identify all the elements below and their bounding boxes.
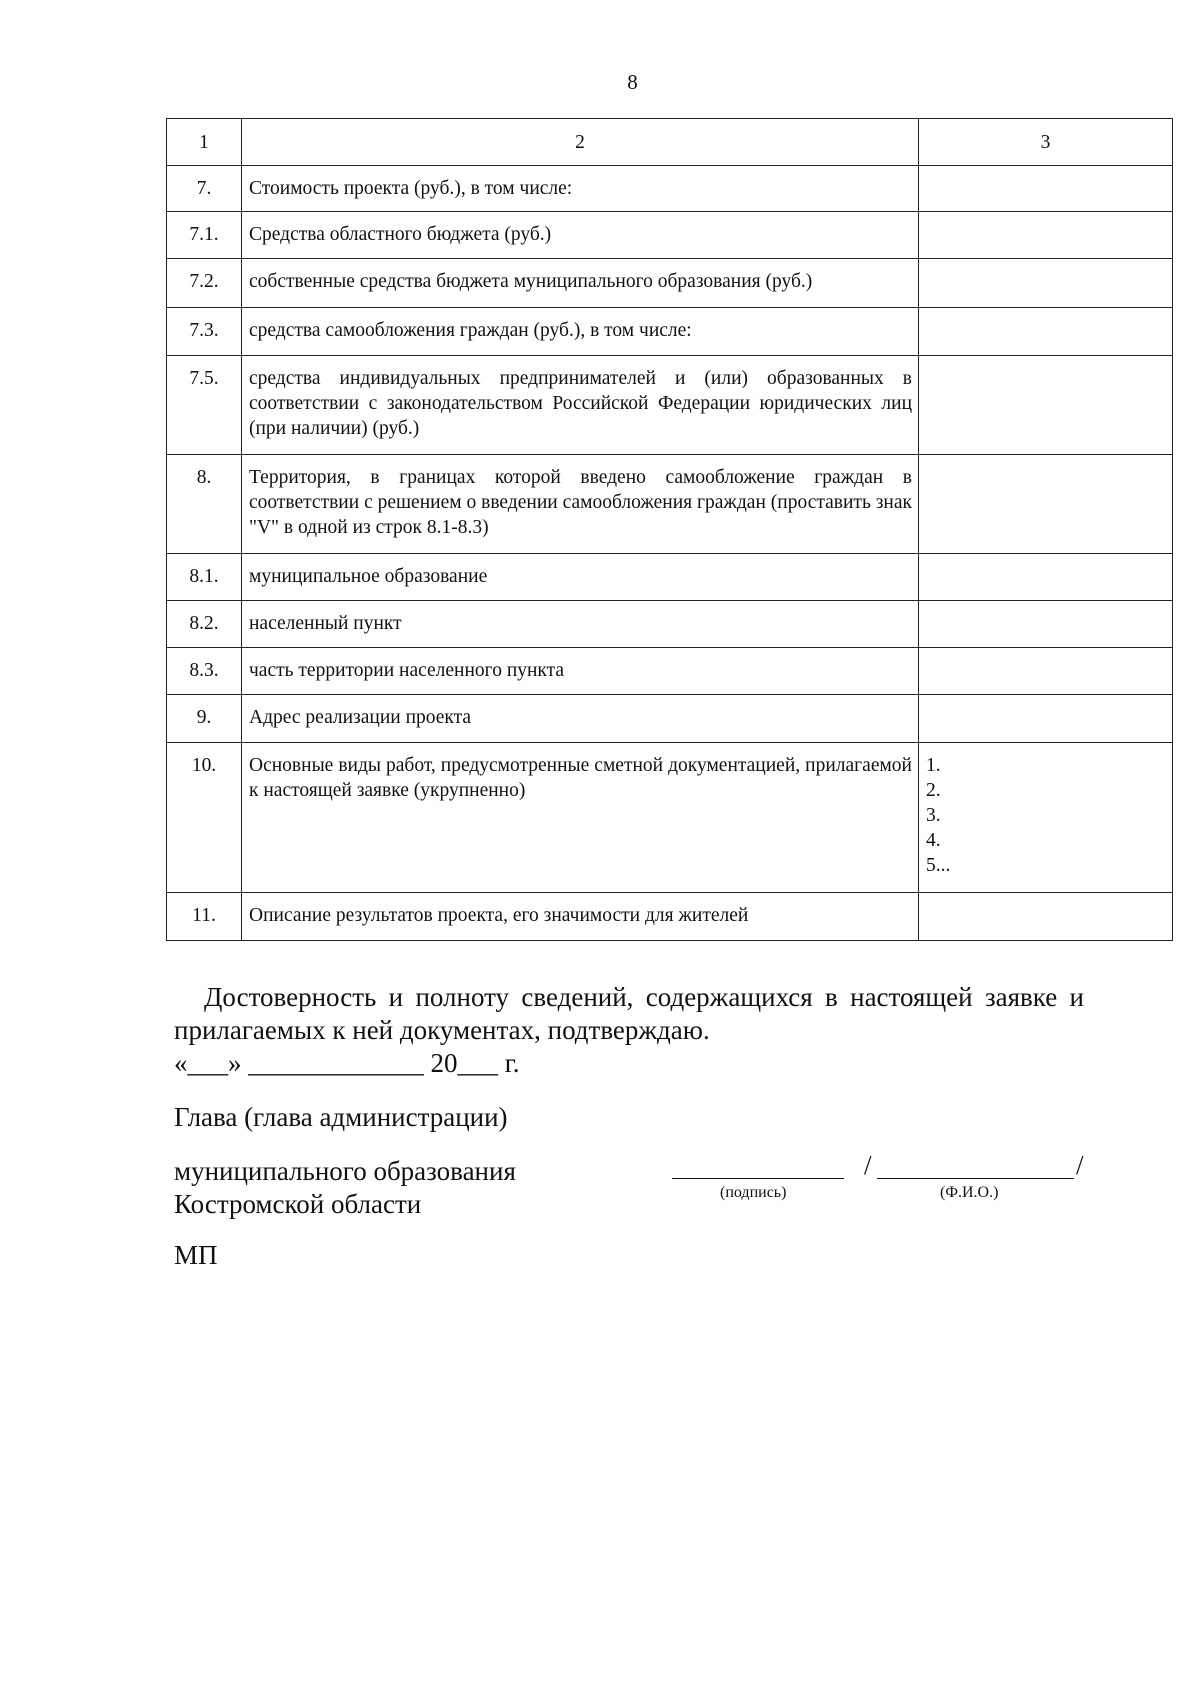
name-line xyxy=(877,1178,1074,1179)
row-value xyxy=(919,695,1173,743)
row-description: Описание результатов проекта, его значимости для жителей xyxy=(242,893,919,941)
row-description: средства индивидуальных предпринимателей и (или) образованных в соответствии с законодательством Российской Федерации юридических лиц (при наличии) (руб.) xyxy=(242,356,919,455)
page-number: 8 xyxy=(627,70,638,94)
row-description: средства самообложения граждан (руб.), в том числе: xyxy=(242,308,919,356)
table-row xyxy=(167,212,1173,259)
row-description: Средства областного бюджета (руб.) xyxy=(242,212,919,259)
row-value xyxy=(919,893,1173,941)
row-number: 8.2. xyxy=(167,601,242,648)
table-row xyxy=(167,648,1173,695)
signature-caption: (подпись) xyxy=(720,1184,787,1201)
row-description: Адрес реализации проекта xyxy=(242,695,919,743)
row-value xyxy=(919,259,1173,308)
signature-line xyxy=(672,1178,844,1179)
table-row xyxy=(167,356,1173,455)
row-description: собственные средства бюджета муниципального образования (руб.) xyxy=(242,259,919,308)
row-number: 8.3. xyxy=(167,648,242,695)
row-number: 7.5. xyxy=(167,356,242,455)
slash-left: / xyxy=(864,1150,872,1180)
table-row xyxy=(167,308,1173,356)
header-col-1: 1 xyxy=(167,119,242,166)
work-item-number: 3. xyxy=(926,805,941,826)
header-col-2: 2 xyxy=(242,119,919,166)
row-number: 9. xyxy=(167,695,242,743)
row-description: муниципальное образование xyxy=(242,554,919,601)
row-number: 8. xyxy=(167,455,242,554)
table-header-row xyxy=(167,119,1173,166)
work-item-number: 4. xyxy=(926,830,941,851)
signature-area xyxy=(672,1150,1092,1210)
row-description: часть территории населенного пункта xyxy=(242,648,919,695)
municipality-block xyxy=(174,1155,516,1221)
table-row xyxy=(167,554,1173,601)
table-row xyxy=(167,166,1173,212)
row-description: Основные виды работ, предусмотренные сметной документацией, прилагаемой к настоящей заявке (укрупненно) xyxy=(242,743,919,893)
row-number: 7.3. xyxy=(167,308,242,356)
table-row xyxy=(167,601,1173,648)
row-description: Стоимость проекта (руб.), в том числе: xyxy=(242,166,919,212)
row-number: 7. xyxy=(167,166,242,212)
row-value xyxy=(919,212,1173,259)
work-item-number: 5... xyxy=(926,855,951,876)
row-value xyxy=(919,455,1173,554)
row-number: 11. xyxy=(167,893,242,941)
work-item-number: 1. xyxy=(926,755,941,776)
row-value xyxy=(919,308,1173,356)
work-item-number: 2. xyxy=(926,780,941,801)
table-row xyxy=(167,893,1173,941)
row-value xyxy=(919,356,1173,455)
date-line: «___» _____________ 20___ г. xyxy=(174,1048,520,1078)
municipality-line-2: Костромской области xyxy=(174,1189,422,1219)
row-number: 10. xyxy=(167,743,242,893)
row-description: населенный пункт xyxy=(242,601,919,648)
table-row xyxy=(167,695,1173,743)
declaration-block xyxy=(174,981,1084,1080)
table-row xyxy=(167,259,1173,308)
name-caption: (Ф.И.О.) xyxy=(940,1184,999,1201)
head-title: Глава (глава администрации) xyxy=(174,1102,508,1132)
header-col-3: 3 xyxy=(919,119,1173,166)
row-value xyxy=(919,743,1173,893)
slash-right: / xyxy=(1076,1150,1084,1180)
table-row xyxy=(167,455,1173,554)
row-value xyxy=(919,166,1173,212)
row-number: 7.1. xyxy=(167,212,242,259)
row-number: 7.2. xyxy=(167,259,242,308)
stamp-placeholder: МП xyxy=(174,1240,218,1270)
row-description: Территория, в границах которой введено самообложение граждан в соответствии с решением о введении самообложения граждан (проставить знак "V" в одной из строк 8.1-8.3) xyxy=(242,455,919,554)
row-value xyxy=(919,554,1173,601)
row-value xyxy=(919,601,1173,648)
declaration-text: Достоверность и полноту сведений, содержащихся в настоящей заявке и прилагаемых к ней документах, подтверждаю. xyxy=(174,982,1084,1045)
row-number: 8.1. xyxy=(167,554,242,601)
row-value xyxy=(919,648,1173,695)
municipality-line-1: муниципального образования xyxy=(174,1156,516,1186)
application-table xyxy=(166,118,1173,941)
table-row xyxy=(167,743,1173,893)
